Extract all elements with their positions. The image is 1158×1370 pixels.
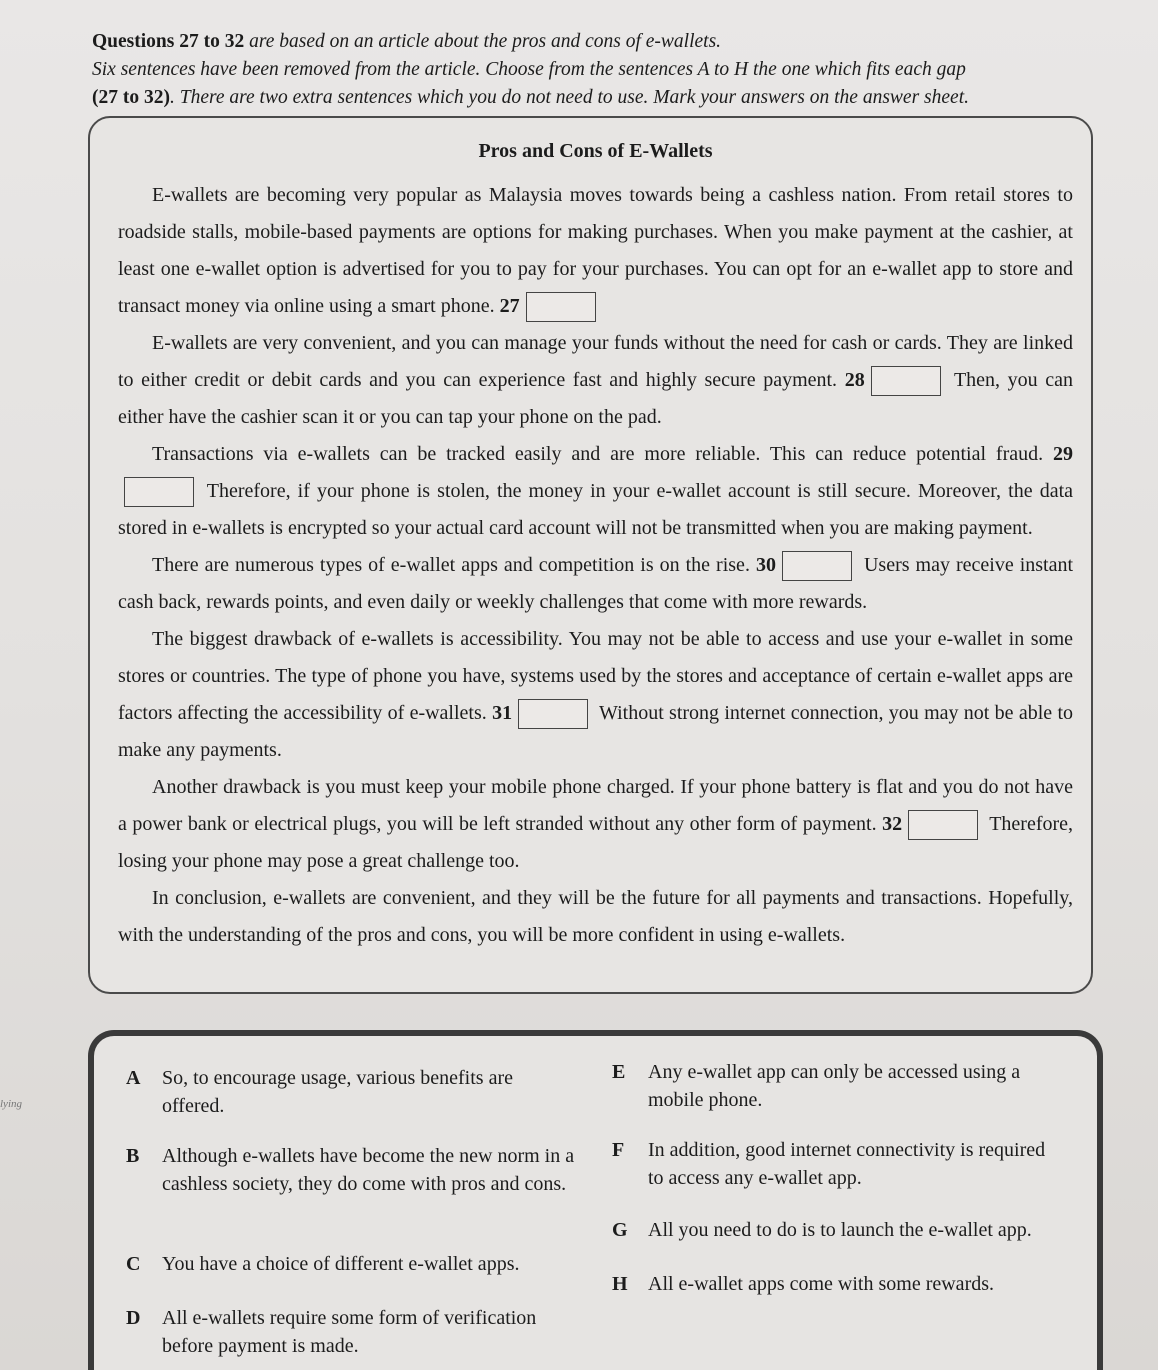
instructions-line3: . There are two extra sentences which you do not need to use. Mark your answers on the answer sheet.	[169, 87, 969, 108]
option-g-letter: G	[612, 1219, 628, 1241]
article-paragraph-4	[118, 547, 1073, 621]
gap-label-30: 30	[755, 554, 776, 576]
paragraph-4-text-b: Users may receive instant cash back, rewards points, and even daily or weekly challenges that come with more rewards.	[118, 554, 1074, 613]
instructions	[92, 28, 1092, 112]
paragraph-2-text-b: Then, you can either have the cashier scan it or you can tap your phone on the pad.	[118, 369, 1074, 428]
option-d	[126, 1304, 576, 1360]
answer-gap-28[interactable]	[871, 366, 941, 396]
option-h	[612, 1270, 1062, 1298]
answer-gap-32[interactable]	[908, 810, 978, 840]
instructions-line2: Six sentences have been removed from the article. Choose from the sentences A to H the one which fits each gap	[92, 59, 966, 80]
paragraph-4-text-a: There are numerous types of e-wallet apps and competition is on the rise.	[152, 554, 750, 576]
paragraph-5-text-a: The biggest drawback of e-wallets is accessibility. You may not be able to access and use your e-wallet in some stores or countries. The type of phone you have, systems used by the stores and acceptance of certain e-wallet apps are factors affecting the accessibility of e-wallets.	[118, 628, 1073, 724]
option-g	[612, 1216, 1062, 1244]
article-paragraph-3	[118, 436, 1073, 547]
option-c-letter: C	[126, 1253, 141, 1275]
option-a-text: So, to encourage usage, various benefits are offered.	[162, 1067, 513, 1117]
paragraph-7-text: In conclusion, e-wallets are convenient, and they will be the future for all payments and transactions. Hopefully, with the understanding of the pros and cons, you will be more confident in using e-wallets.	[118, 887, 1073, 946]
paragraph-6-text-b: Therefore, losing your phone may pose a great challenge too.	[118, 813, 1074, 872]
answer-gap-27[interactable]	[526, 292, 596, 322]
paragraph-3-text-a: Transactions via e-wallets can be tracked easily and are more reliable. This can reduce potential fraud.	[152, 443, 1044, 465]
option-c	[126, 1250, 576, 1278]
option-a-letter: A	[126, 1067, 141, 1089]
gap-label-29: 29	[1053, 443, 1073, 465]
gap-label-28: 28	[844, 369, 865, 391]
option-c-text: You have a choice of different e-wallet apps.	[162, 1253, 520, 1275]
gap-label-31: 31	[492, 702, 513, 724]
article-paragraph-1	[118, 177, 1073, 325]
paragraph-1-text: E-wallets are becoming very popular as Malaysia moves towards being a cashless nation. From retail stores to roadside stalls, mobile-based payments are options for making purchases. When you make payment at the cashier, at least one e-wallet option is advertised for you to pay for your purchases. You can opt for an e-wallet app to store and transact money via online using a smart phone.	[118, 184, 1073, 317]
article-paragraph-2	[118, 325, 1073, 436]
article-paragraph-5	[118, 621, 1073, 769]
paragraph-2-text-a: E-wallets are very convenient, and you can manage your funds without the need for cash or cards. They are linked to either credit or debit cards and you can experience fast and highly secure payment.	[118, 332, 1073, 391]
option-f-text: In addition, good internet connectivity is required to access any e-wallet app.	[648, 1139, 1046, 1189]
paragraph-3-text-b: Therefore, if your phone is stolen, the money in your e-wallet account is still secure. Moreover, the data stored in e-wallets is encrypted so your actual card account will not be transmitted when you are making payment.	[118, 480, 1073, 539]
option-h-text: All e-wallet apps come with some rewards.	[648, 1273, 995, 1295]
margin-scribble: lying	[0, 1098, 22, 1110]
gap-label-27: 27	[499, 295, 520, 317]
option-b	[126, 1142, 576, 1198]
article-paragraph-6	[118, 769, 1073, 880]
option-e-letter: E	[612, 1061, 626, 1083]
option-a	[126, 1064, 576, 1120]
option-b-text: Although e-wallets have become the new norm in a cashless society, they do come with pros and cons.	[162, 1145, 575, 1195]
option-h-letter: H	[612, 1273, 628, 1295]
answer-gap-31[interactable]	[518, 699, 588, 729]
article-title: Pros and Cons of E-Wallets	[478, 140, 713, 162]
option-f	[612, 1136, 1062, 1192]
option-e	[612, 1058, 1062, 1114]
instructions-questions-range: Questions 27 to 32	[92, 31, 245, 52]
article-box	[88, 116, 1093, 994]
article-paragraph-7	[118, 880, 1073, 954]
option-d-letter: D	[126, 1307, 141, 1329]
option-d-text: All e-wallets require some form of verification before payment is made.	[162, 1307, 537, 1357]
options-box	[88, 1030, 1103, 1370]
option-g-text: All you need to do is to launch the e-wallet app.	[648, 1219, 1032, 1241]
option-f-letter: F	[612, 1139, 625, 1161]
gap-label-32: 32	[882, 813, 903, 835]
instructions-gap-range: (27 to 32)	[92, 87, 170, 108]
paragraph-6-text-a: Another drawback is you must keep your mobile phone charged. If your phone battery is flat and you do not have a power bank or electrical plugs, you will be left stranded without any other form of payment.	[118, 776, 1073, 835]
answer-gap-29[interactable]	[124, 477, 194, 507]
option-e-text: Any e-wallet app can only be accessed using a mobile phone.	[648, 1061, 1021, 1111]
option-b-letter: B	[126, 1145, 140, 1167]
paragraph-5-text-b: Without strong internet connection, you may not be able to make any payments.	[118, 702, 1073, 761]
answer-gap-30[interactable]	[782, 551, 852, 581]
instructions-line1: are based on an article about the pros and cons of e-wallets.	[244, 31, 722, 52]
